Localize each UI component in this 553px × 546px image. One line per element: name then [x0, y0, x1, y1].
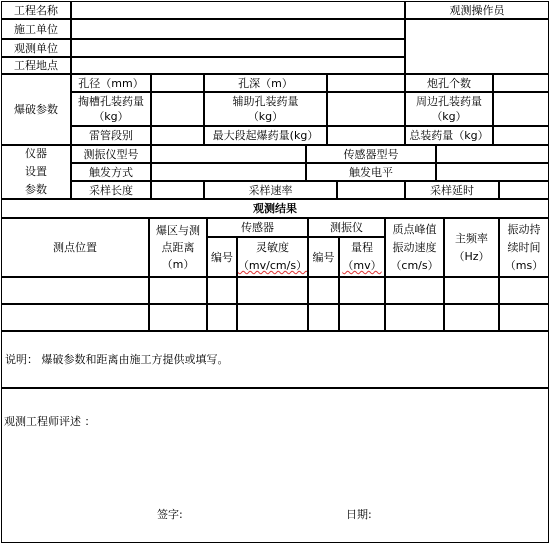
sampling-delay-field[interactable] [499, 181, 549, 199]
vibration-duration-header-line-2: 续时间 [507, 240, 541, 254]
construction-unit-label: 施工单位 [1, 19, 71, 39]
max-stage-charge-field[interactable] [327, 126, 405, 145]
row2-range[interactable] [339, 304, 385, 331]
main-frequency-header [444, 218, 499, 277]
row1-sensitivity[interactable] [237, 277, 308, 304]
project-location-field[interactable] [71, 57, 405, 74]
row2-main-frequency[interactable] [444, 304, 499, 331]
row2-sensor-number[interactable] [207, 304, 237, 331]
blast-parameters-label: 爆破参数 [1, 74, 71, 145]
perimeter-hole-charge-field[interactable] [493, 92, 549, 126]
trigger-level-field[interactable] [436, 163, 549, 181]
row1-range[interactable] [339, 277, 385, 304]
project-location-label: 工程地点 [1, 57, 71, 74]
detonator-stage-label: 雷管段别 [71, 126, 151, 145]
sensor-model-field[interactable] [436, 145, 549, 163]
trigger-mode-label: 触发方式 [71, 163, 151, 181]
perimeter-hole-charge-line-2: （kg） [431, 110, 467, 123]
auxiliary-hole-charge-line-2: （kg） [247, 110, 284, 123]
main-frequency-header-line-1: 主频率 [455, 231, 488, 245]
engineer-comment-label: 观测工程师评述 ： [4, 415, 96, 428]
peak-velocity-header-line-3: （cm/s） [390, 258, 439, 272]
detonator-stage-field[interactable] [151, 126, 204, 145]
sampling-rate-field[interactable] [337, 181, 405, 199]
observation-unit-field[interactable] [71, 39, 405, 57]
cut-hole-charge-field[interactable] [151, 92, 204, 126]
instrument-settings-line-3: 参数 [25, 183, 47, 196]
hole-depth-label: 孔深（m） [204, 74, 327, 92]
engineer-comment-box[interactable] [1, 388, 549, 543]
row1-peak-velocity[interactable] [385, 277, 444, 304]
sampling-delay-label: 采样延时 [405, 181, 499, 199]
vibrometer-model-field[interactable] [151, 145, 306, 163]
vibration-duration-header-line-3: （ms） [504, 258, 544, 272]
auxiliary-hole-charge-line-1: 辅助孔装药量 [232, 95, 299, 108]
vibration-duration-header [499, 218, 549, 277]
trigger-mode-field[interactable] [151, 163, 306, 181]
point-location-header: 测点位置 [1, 218, 149, 277]
sensor-header: 传感器 [207, 218, 308, 237]
auxiliary-hole-charge-label [204, 92, 327, 126]
row1-point-location[interactable] [1, 277, 149, 304]
instrument-settings-line-1: 仪器 [25, 147, 47, 160]
project-name-field[interactable] [71, 1, 405, 19]
row1-sensor-number[interactable] [207, 277, 237, 304]
distance-header-line-3: （m） [161, 258, 195, 271]
max-stage-charge-label: 最大段起爆药量(kg） [204, 126, 327, 145]
peak-velocity-header-line-2: 振动速度 [392, 240, 437, 254]
sampling-length-field[interactable] [151, 181, 204, 199]
instrument-settings-label [1, 145, 71, 199]
operator-field[interactable] [405, 19, 549, 74]
row1-main-frequency[interactable] [444, 277, 499, 304]
row2-vibration-duration[interactable] [499, 304, 549, 331]
construction-unit-field[interactable] [71, 19, 405, 39]
sensitivity-header-line-2: （mv/cm/s） [237, 259, 308, 272]
distance-header-line-1: 爆区与测 [156, 224, 200, 237]
hole-depth-field[interactable] [327, 74, 405, 92]
hole-count-label: 炮孔个数 [405, 74, 493, 92]
row2-peak-velocity[interactable] [385, 304, 444, 331]
row1-vibration-duration[interactable] [499, 277, 549, 304]
total-charge-label: 总装药量（kg） [405, 126, 493, 145]
distance-header-line-2: 点距离 [161, 241, 195, 254]
observation-record-form [2, 2, 550, 544]
sampling-length-label: 采样长度 [71, 181, 151, 199]
peak-velocity-header-line-1: 质点峰值 [392, 222, 437, 236]
cut-hole-charge-line-2: （kg） [93, 110, 129, 123]
sensor-model-label: 传感器型号 [306, 145, 436, 163]
sensor-number-header: 编号 [207, 237, 237, 277]
peak-velocity-header [385, 218, 444, 277]
results-title: 观测结果 [1, 199, 549, 218]
main-frequency-header-line-2: （Hz） [453, 249, 490, 263]
sensitivity-header [237, 237, 308, 277]
cut-hole-charge-line-1: 掏槽孔装药量 [78, 95, 144, 108]
hole-diameter-field[interactable] [151, 74, 204, 92]
vibrometer-header: 测振仪 [308, 218, 385, 237]
row1-distance[interactable] [149, 277, 207, 304]
vibration-duration-header-line-1: 振动持 [507, 222, 541, 236]
vibrometer-model-label: 测振仪型号 [71, 145, 151, 163]
project-name-label: 工程名称 [1, 1, 71, 19]
row2-vibrometer-number[interactable] [308, 304, 339, 331]
sensitivity-header-line-1: 灵敏度 [256, 241, 289, 254]
sampling-rate-label: 采样速率 [204, 181, 337, 199]
range-header [339, 237, 385, 277]
instrument-settings-line-2: 设置 [25, 165, 47, 178]
range-header-line-2: （mv） [342, 259, 382, 272]
total-charge-field[interactable] [493, 126, 549, 145]
row2-distance[interactable] [149, 304, 207, 331]
row2-sensitivity[interactable] [237, 304, 308, 331]
row2-point-location[interactable] [1, 304, 149, 331]
cut-hole-charge-label [71, 92, 151, 126]
operator-label: 观测操作员 [405, 1, 549, 19]
vibrometer-number-header: 编号 [308, 237, 339, 277]
signature-label: 签字: [157, 508, 183, 521]
hole-diameter-label: 孔径（mm） [71, 74, 151, 92]
hole-count-field[interactable] [493, 74, 549, 92]
remark-note: 说明： 爆破参数和距离由施工方提供或填写。 [1, 331, 549, 388]
date-label: 日期: [346, 508, 372, 521]
trigger-level-label: 触发电平 [306, 163, 436, 181]
distance-header [149, 218, 207, 277]
range-header-line-1: 量程 [351, 241, 373, 254]
perimeter-hole-charge-label [405, 92, 493, 126]
auxiliary-hole-charge-field[interactable] [327, 92, 405, 126]
observation-unit-label: 观测单位 [1, 39, 71, 57]
row1-vibrometer-number[interactable] [308, 277, 339, 304]
perimeter-hole-charge-line-1: 周边孔装药量 [416, 95, 482, 108]
